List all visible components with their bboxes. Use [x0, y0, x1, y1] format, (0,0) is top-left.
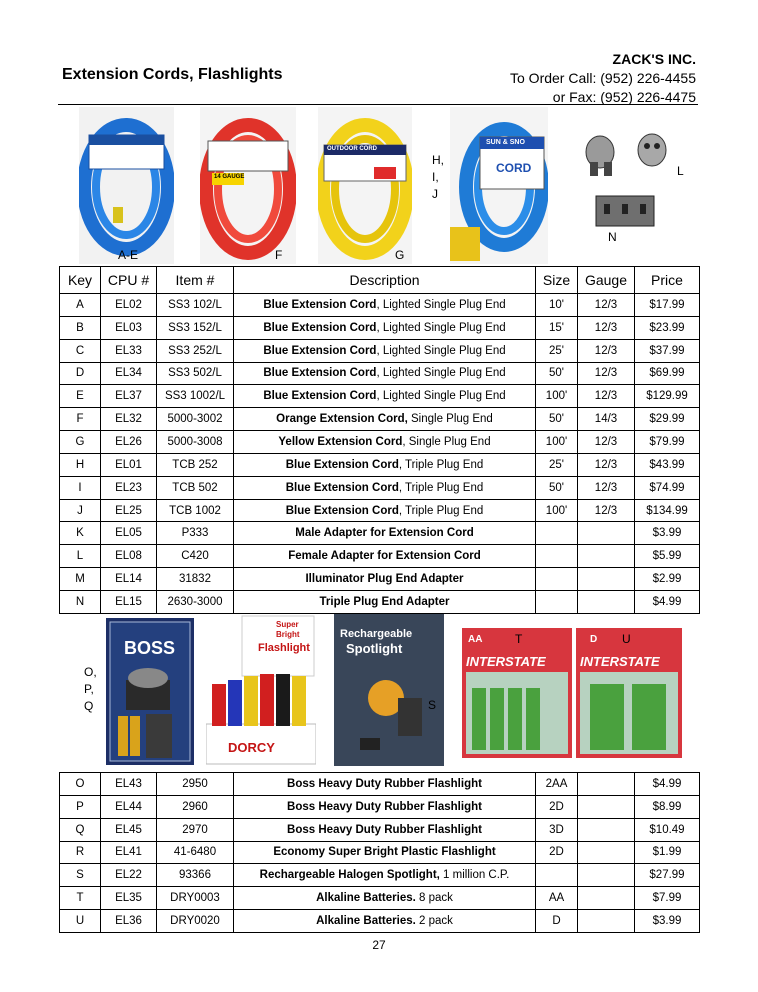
description-product: Triple Plug End Adapter [319, 595, 450, 608]
interstate-brand-d: INTERSTATE [580, 654, 660, 669]
cell-price: $5.99 [635, 545, 700, 568]
cords-table [59, 266, 700, 614]
photo-orange-cord [200, 107, 296, 264]
description-product: Blue Extension Cord [263, 367, 377, 380]
photo-d-batteries [576, 628, 682, 758]
cell-key: K [60, 522, 101, 545]
spot-text-2: Spotlight [346, 641, 403, 656]
description-product: Female Adapter for Extension Cord [288, 550, 481, 563]
cell-gauge [578, 522, 635, 545]
table-row [60, 362, 700, 385]
cell-price: $43.99 [635, 453, 700, 476]
cell-key: J [60, 499, 101, 522]
cell-key: N [60, 590, 101, 613]
cell-size: 100' [536, 431, 578, 454]
cell-gauge: 14/3 [578, 408, 635, 431]
cell-size: 50' [536, 476, 578, 499]
cell-price: $8.99 [635, 795, 700, 818]
cell-key: F [60, 408, 101, 431]
cell-description [234, 294, 536, 317]
cell-description [234, 316, 536, 339]
table-row [60, 316, 700, 339]
cell-size: 50' [536, 362, 578, 385]
table-row [60, 818, 700, 841]
cell-size [536, 522, 578, 545]
company-block [510, 50, 696, 107]
header-item: Item # [157, 267, 234, 294]
cell-item: SS3 252/L [157, 339, 234, 362]
cell-item: SS3 102/L [157, 294, 234, 317]
company-name: ZACK'S INC. [612, 51, 696, 67]
description-detail: , Triple Plug End [398, 504, 484, 517]
header-key: Key [60, 267, 101, 294]
cell-size: 50' [536, 408, 578, 431]
cell-item: SS3 152/L [157, 316, 234, 339]
cell-key: Q [60, 818, 101, 841]
photo-blue-cord-lighted [79, 107, 174, 264]
cell-size: 3D [536, 818, 578, 841]
cell-item: 41-6480 [157, 841, 234, 864]
cell-item: 93366 [157, 864, 234, 887]
table-row [60, 887, 700, 910]
description-detail: 8 pack [415, 892, 453, 905]
cell-cpu: EL32 [101, 408, 157, 431]
cell-description [234, 864, 536, 887]
cell-price: $23.99 [635, 316, 700, 339]
cell-description [234, 568, 536, 591]
table-row [60, 545, 700, 568]
dorcy-brand: DORCY [228, 740, 275, 755]
cell-description [234, 910, 536, 933]
cell-item: 31832 [157, 568, 234, 591]
header-divider [58, 104, 698, 105]
interstate-brand-aa: INTERSTATE [466, 654, 546, 669]
description-detail: 1 million C.P. [439, 869, 510, 882]
cell-price: $1.99 [635, 841, 700, 864]
cell-gauge [578, 795, 635, 818]
cell-size: 2AA [536, 773, 578, 796]
table-row [60, 590, 700, 613]
cell-cpu: EL23 [101, 476, 157, 499]
cell-gauge: 12/3 [578, 339, 635, 362]
cell-description [234, 545, 536, 568]
cell-gauge: 12/3 [578, 316, 635, 339]
description-product: Illuminator Plug End Adapter [305, 573, 464, 586]
cell-description [234, 887, 536, 910]
table-row [60, 408, 700, 431]
description-detail: , Lighted Single Plug End [376, 298, 506, 311]
cell-cpu: EL05 [101, 522, 157, 545]
description-product: Male Adapter for Extension Cord [295, 527, 474, 540]
cell-cpu: EL36 [101, 910, 157, 933]
boss-brand: BOSS [124, 638, 176, 658]
cell-description [234, 362, 536, 385]
cell-gauge [578, 887, 635, 910]
table-row [60, 864, 700, 887]
cell-price: $129.99 [635, 385, 700, 408]
cell-cpu: EL08 [101, 545, 157, 568]
photo-boss-flashlight [106, 618, 194, 765]
cell-description [234, 499, 536, 522]
description-product: Boss Heavy Duty Rubber Flashlight [287, 777, 482, 790]
cell-cpu: EL02 [101, 294, 157, 317]
cell-description [234, 408, 536, 431]
spot-text-1: Rechargeable [340, 628, 413, 640]
table-row [60, 453, 700, 476]
cell-key: M [60, 568, 101, 591]
label-o-p-q: O, P, Q [84, 665, 97, 713]
table-row [60, 339, 700, 362]
photo-blue-cord-triple [450, 107, 548, 264]
cell-description [234, 818, 536, 841]
cell-gauge [578, 818, 635, 841]
cell-cpu: EL41 [101, 841, 157, 864]
cell-key: S [60, 864, 101, 887]
cell-gauge [578, 773, 635, 796]
cell-gauge [578, 590, 635, 613]
cell-price: $29.99 [635, 408, 700, 431]
cell-size [536, 864, 578, 887]
cell-description [234, 431, 536, 454]
cell-cpu: EL34 [101, 362, 157, 385]
cell-item: TCB 252 [157, 453, 234, 476]
cell-key: T [60, 887, 101, 910]
description-product: Alkaline Batteries. [316, 892, 416, 905]
cell-cpu: EL03 [101, 316, 157, 339]
cell-price: $74.99 [635, 476, 700, 499]
cell-gauge [578, 568, 635, 591]
description-product: Boss Heavy Duty Rubber Flashlight [287, 823, 482, 836]
label-a-e: A-E [118, 248, 139, 262]
cell-item: C420 [157, 545, 234, 568]
cell-gauge [578, 545, 635, 568]
cell-item: SS3 1002/L [157, 385, 234, 408]
cell-size: 25' [536, 339, 578, 362]
description-detail: , Lighted Single Plug End [376, 344, 506, 357]
cell-gauge: 12/3 [578, 431, 635, 454]
cell-size: 2D [536, 795, 578, 818]
cell-price: $4.99 [635, 590, 700, 613]
super-text-2: Bright [276, 630, 300, 639]
description-product: Boss Heavy Duty Rubber Flashlight [287, 800, 482, 813]
cell-size: 100' [536, 499, 578, 522]
cell-item: TCB 1002 [157, 499, 234, 522]
cell-size: 2D [536, 841, 578, 864]
table-row [60, 499, 700, 522]
description-detail: , Lighted Single Plug End [376, 390, 506, 403]
cell-key: E [60, 385, 101, 408]
description-product: Blue Extension Cord [263, 298, 377, 311]
cell-cpu: EL35 [101, 887, 157, 910]
description-product: Blue Extension Cord [285, 481, 399, 494]
cell-description [234, 385, 536, 408]
header-gauge: Gauge [578, 267, 635, 294]
header-cpu: CPU # [101, 267, 157, 294]
cell-cpu: EL37 [101, 385, 157, 408]
cell-item: 2970 [157, 818, 234, 841]
cell-key: B [60, 316, 101, 339]
description-product: Blue Extension Cord [285, 504, 399, 517]
cell-item: DRY0020 [157, 910, 234, 933]
cell-key: A [60, 294, 101, 317]
cell-price: $3.99 [635, 910, 700, 933]
label-l: L [677, 164, 684, 178]
cell-cpu: EL15 [101, 590, 157, 613]
cell-cpu: EL44 [101, 795, 157, 818]
cell-key: L [60, 545, 101, 568]
table-row [60, 841, 700, 864]
description-detail: , Triple Plug End [398, 458, 484, 471]
table-row [60, 294, 700, 317]
label-g: G [395, 248, 405, 262]
super-text-1: Super [276, 620, 299, 629]
cell-price: $7.99 [635, 887, 700, 910]
cell-key: G [60, 431, 101, 454]
cell-cpu: EL33 [101, 339, 157, 362]
cell-gauge [578, 910, 635, 933]
page-number: 27 [372, 938, 386, 952]
photo-super-bright-flashlights [206, 614, 316, 766]
cell-key: D [60, 362, 101, 385]
description-product: Alkaline Batteries. [316, 914, 416, 927]
label-h-i-j: H, I, J [432, 153, 444, 201]
cell-price: $2.99 [635, 568, 700, 591]
cell-size: AA [536, 887, 578, 910]
cell-item: 2950 [157, 773, 234, 796]
cell-price: $3.99 [635, 522, 700, 545]
header-price: Price [635, 267, 700, 294]
cell-size: 15' [536, 316, 578, 339]
cell-gauge: 12/3 [578, 294, 635, 317]
description-product: Blue Extension Cord [263, 321, 377, 334]
cell-key: H [60, 453, 101, 476]
description-detail: , Lighted Single Plug End [376, 367, 506, 380]
description-detail: , Triple Plug End [398, 481, 484, 494]
cell-cpu: EL01 [101, 453, 157, 476]
description-detail: , Single Plug End [402, 435, 491, 448]
super-text-3: Flashlight [258, 642, 310, 654]
cell-cpu: EL43 [101, 773, 157, 796]
order-fax: or Fax: (952) 226-4475 [552, 89, 696, 105]
header-description: Description [234, 267, 536, 294]
cell-key: P [60, 795, 101, 818]
cell-description [234, 476, 536, 499]
cell-size [536, 568, 578, 591]
cell-cpu: EL45 [101, 818, 157, 841]
cell-size: D [536, 910, 578, 933]
table-row [60, 385, 700, 408]
cell-cpu: EL26 [101, 431, 157, 454]
photo-adapters [570, 122, 690, 242]
description-product: Blue Extension Cord [285, 458, 399, 471]
label-s: S [428, 698, 437, 712]
cell-description [234, 339, 536, 362]
table-row [60, 522, 700, 545]
cell-cpu: EL22 [101, 864, 157, 887]
description-product: Yellow Extension Cord [278, 435, 403, 448]
cell-item: 5000-3008 [157, 431, 234, 454]
header-size: Size [536, 267, 578, 294]
table-row [60, 773, 700, 796]
cell-gauge: 12/3 [578, 385, 635, 408]
cord-f-label: 14 GAUGE [214, 174, 245, 180]
batt-d-label: D [590, 634, 598, 645]
order-phone: To Order Call: (952) 226-4455 [510, 70, 696, 86]
cell-gauge: 12/3 [578, 499, 635, 522]
cell-item: 2960 [157, 795, 234, 818]
cell-price: $79.99 [635, 431, 700, 454]
cell-item: 5000-3002 [157, 408, 234, 431]
cell-item: TCB 502 [157, 476, 234, 499]
cell-description [234, 522, 536, 545]
description-detail: , Lighted Single Plug End [376, 321, 506, 334]
cell-size: 25' [536, 453, 578, 476]
description-product: Orange Extension Cord, [276, 413, 408, 426]
description-product: Rechargeable Halogen Spotlight, [259, 869, 440, 882]
description-product: Blue Extension Cord [263, 344, 377, 357]
cell-price: $17.99 [635, 294, 700, 317]
table-row [60, 795, 700, 818]
cell-description [234, 841, 536, 864]
cord-hij-brand: SUN & SNO [486, 139, 525, 146]
description-product: Economy Super Bright Plastic Flashlight [273, 846, 496, 859]
cell-description [234, 795, 536, 818]
flashlights-table [59, 772, 700, 933]
cell-gauge [578, 864, 635, 887]
cell-gauge: 12/3 [578, 453, 635, 476]
label-t: T [515, 632, 523, 646]
description-detail: 2 pack [415, 914, 453, 927]
cell-price: $134.99 [635, 499, 700, 522]
description-product: Blue Extension Cord [263, 390, 377, 403]
cell-key: O [60, 773, 101, 796]
cell-cpu: EL14 [101, 568, 157, 591]
cell-gauge [578, 841, 635, 864]
cell-key: U [60, 910, 101, 933]
cell-item: P333 [157, 522, 234, 545]
cell-key: C [60, 339, 101, 362]
cell-item: DRY0003 [157, 887, 234, 910]
label-n: N [608, 230, 617, 244]
cell-price: $4.99 [635, 773, 700, 796]
page-title: Extension Cords, Flashlights [62, 66, 283, 83]
cord-g-label: OUTDOOR CORD [327, 146, 377, 152]
table-row [60, 476, 700, 499]
photo-aa-batteries [462, 628, 572, 758]
cell-item: 2630-3000 [157, 590, 234, 613]
batt-aa-label: AA [468, 634, 483, 645]
cell-cpu: EL25 [101, 499, 157, 522]
cord-hij-word: CORD [496, 161, 532, 175]
cell-item: SS3 502/L [157, 362, 234, 385]
cell-price: $37.99 [635, 339, 700, 362]
cell-description [234, 590, 536, 613]
table-row [60, 910, 700, 933]
cell-size: 10' [536, 294, 578, 317]
cell-key: I [60, 476, 101, 499]
cell-gauge: 12/3 [578, 476, 635, 499]
cell-size: 100' [536, 385, 578, 408]
cell-size [536, 545, 578, 568]
photo-spotlight [334, 614, 444, 766]
cell-key: R [60, 841, 101, 864]
cell-size [536, 590, 578, 613]
label-f: F [275, 248, 283, 262]
cell-price: $27.99 [635, 864, 700, 887]
cell-price: $69.99 [635, 362, 700, 385]
label-u: U [622, 632, 631, 646]
cell-description [234, 773, 536, 796]
description-detail: Single Plug End [407, 413, 493, 426]
cell-description [234, 453, 536, 476]
table-header-row [60, 267, 700, 294]
cell-price: $10.49 [635, 818, 700, 841]
table-row [60, 431, 700, 454]
cell-gauge: 12/3 [578, 362, 635, 385]
photo-yellow-cord [318, 107, 412, 264]
table-row [60, 568, 700, 591]
